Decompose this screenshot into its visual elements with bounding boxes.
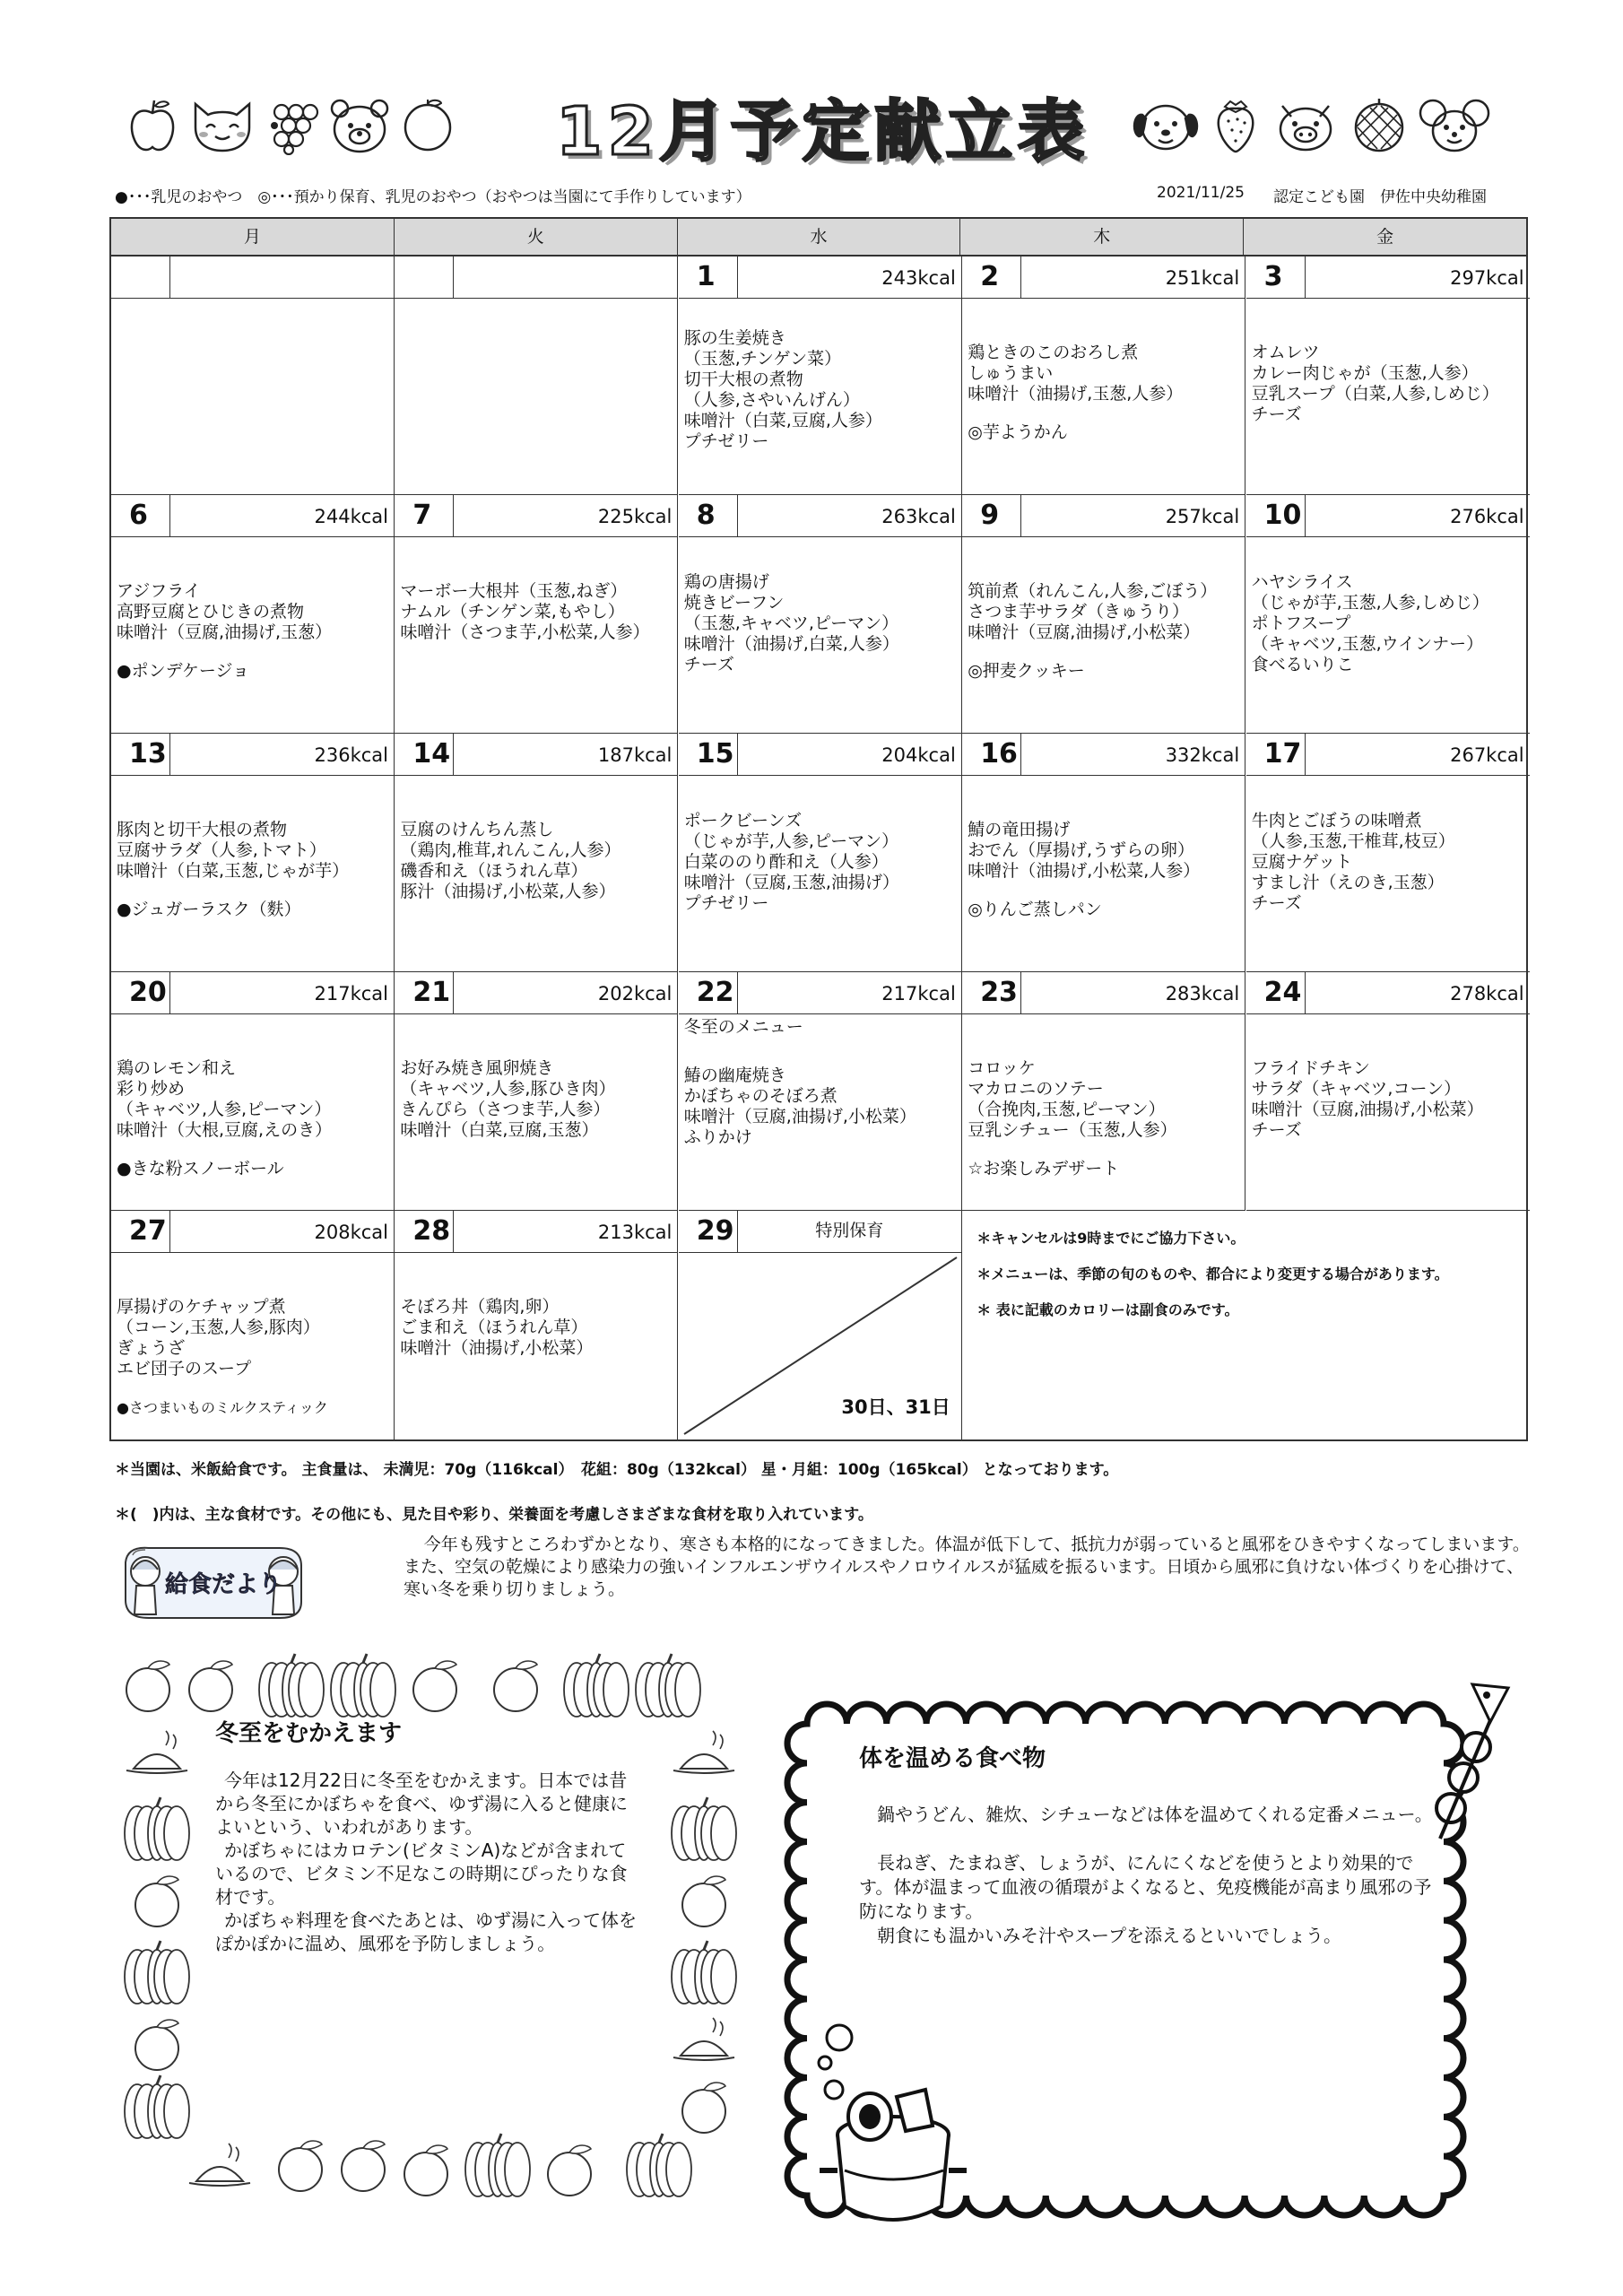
day-header	[395, 734, 677, 776]
day-header	[395, 972, 677, 1014]
menu-list	[1252, 1013, 1526, 1210]
day-header	[111, 972, 394, 1014]
day-header	[679, 1211, 961, 1253]
mikan-icon	[135, 2020, 178, 2070]
menu-item: 彩り炒め	[117, 1079, 186, 1099]
mikan-icon	[494, 1661, 537, 1711]
day-cell	[962, 495, 1245, 734]
day-kcal: 263kcal	[881, 506, 956, 527]
menu-item: 味噌汁（さつま芋,小松菜,人参）	[400, 622, 650, 642]
dog-icon	[1130, 97, 1202, 154]
warm-food-title: 体を温める食べ物	[859, 1745, 1046, 1772]
menu-list	[684, 298, 958, 494]
orange-icon	[400, 98, 456, 153]
menu-item: 味噌汁（大根,豆腐,えのき）	[117, 1120, 333, 1140]
day-cell	[395, 495, 678, 734]
day-header	[679, 257, 961, 299]
snack-item: ●ポンデケージョ	[117, 661, 250, 681]
menu-item: コロッケ	[968, 1058, 1036, 1078]
menu-item: 味噌汁（白菜,玉葱,じゃが芋）	[117, 861, 350, 881]
day-number: 14	[395, 734, 454, 775]
day-kcal: 278kcal	[1450, 983, 1524, 1004]
day-number: 6	[111, 495, 170, 536]
warm-food-paragraph: 鍋やうどん、雑炊、シチューなどは体を温めてくれる定番メニュー。	[877, 1804, 1433, 1825]
day-kcal: 208kcal	[314, 1222, 388, 1243]
menu-item: 味噌汁（豆腐,油揚げ,小松菜）	[968, 622, 1201, 642]
issue-date: 2021/11/25	[1157, 184, 1245, 202]
pumpkin-icon	[564, 1654, 629, 1717]
day-kcal: 267kcal	[1450, 744, 1524, 766]
day-cell	[111, 1211, 395, 1439]
menu-item: すまし汁（えのき,玉葱）	[1251, 873, 1445, 892]
menu-list	[117, 1013, 390, 1210]
menu-item: きんぴら（さつま芋,人参）	[400, 1100, 611, 1119]
yuzu-bath-icon	[189, 2144, 250, 2186]
day-cell	[111, 734, 395, 972]
empty-day-cell	[395, 257, 678, 495]
day-kcal: 217kcal	[314, 983, 388, 1004]
menu-item: 焼きビーフン	[683, 593, 785, 613]
page-title: 12月予定献立表	[556, 93, 1089, 170]
day-kcal: 297kcal	[1450, 267, 1524, 289]
day-kcal: 187kcal	[597, 744, 673, 766]
day-number: 20	[111, 972, 170, 1013]
menu-item: 豚汁（油揚げ,小松菜,人参）	[400, 882, 616, 901]
menu-calendar	[109, 217, 1528, 1441]
mikan-icon	[682, 1876, 725, 1926]
menu-item: マーボー大根丼（玉葱,ねぎ）	[400, 581, 628, 601]
menu-item: 鶏の唐揚げ	[683, 572, 769, 592]
day-kcal: 283kcal	[1165, 983, 1240, 1004]
day-number: 7	[395, 495, 454, 536]
menu-item: （合挽肉,玉葱,ピーマン）	[968, 1100, 1166, 1119]
menu-item: プチゼリー	[683, 431, 769, 451]
menu-item: （じゃが芋,人参,ピーマン）	[683, 831, 899, 851]
menu-item: 豆乳スープ（白菜,人参,しめじ）	[1251, 384, 1499, 404]
menu-list	[400, 1013, 673, 1210]
mikan-icon	[279, 2141, 322, 2191]
warm-food-paragraph: 朝食にも温かいみそ汁やスープを添えるといいでしょう。	[877, 1925, 1341, 1946]
pumpkin-icon	[259, 1654, 324, 1717]
menu-item: チーズ	[1251, 404, 1302, 424]
snack-item: ●ジュガーラスク（麩）	[117, 900, 301, 919]
menu-item: 豆腐のけんちん蒸し	[400, 820, 554, 839]
notice-item: ＊キャンセルは9時までにご協力下さい。	[976, 1230, 1245, 1247]
menu-item: ごま和え（ほうれん草）	[400, 1318, 588, 1337]
menu-item: オムレツ	[1251, 343, 1320, 362]
menu-item: 味噌汁（豆腐,油揚げ,玉葱）	[117, 622, 333, 642]
day-number: 24	[1246, 972, 1306, 1013]
menu-item: プチゼリー	[683, 893, 769, 913]
day-number: 2	[962, 257, 1021, 298]
menu-item: ぎょうざ	[117, 1338, 186, 1358]
weekday-tue: 火	[395, 219, 678, 255]
menu-item: お好み焼き風卵焼き	[400, 1058, 554, 1078]
menu-item: さつま芋サラダ（きゅうり）	[968, 602, 1189, 622]
day-number: 17	[1246, 734, 1306, 775]
menu-item: カレー肉じゃが（玉葱,人参）	[1251, 363, 1479, 383]
mikan-icon	[342, 2141, 385, 2191]
snack-item: ◎押麦クッキー	[968, 661, 1085, 681]
day-kcal: 217kcal	[881, 983, 956, 1004]
closed-days: 30日、31日	[841, 1396, 950, 1418]
day-header	[1246, 495, 1530, 537]
notice-item: ＊メニューは、季節の旬のものや、都合により変更する場合があります。	[976, 1265, 1449, 1283]
day-header	[1246, 972, 1530, 1014]
snack-item: ●きな粉スノーボール	[117, 1159, 284, 1178]
day-header	[962, 257, 1245, 299]
day-cell	[1246, 972, 1530, 1211]
menu-list	[400, 1252, 673, 1439]
day-cell	[962, 734, 1245, 972]
menu-item: しゅうまい	[968, 363, 1054, 383]
day-number: 21	[395, 972, 454, 1013]
day-number: 28	[395, 1211, 454, 1252]
day-kcal: 257kcal	[1165, 506, 1240, 527]
pig-icon	[1270, 97, 1341, 154]
menu-item: 切干大根の煮物	[683, 370, 803, 389]
snack-item: ☆お楽しみデザート	[968, 1159, 1120, 1178]
weekday-mon: 月	[111, 219, 395, 255]
menu-list	[684, 775, 958, 971]
menu-item: フライドチキン	[1251, 1058, 1370, 1078]
menu-item: 鶏ときのこのおろし煮	[968, 343, 1139, 362]
menu-item: チーズ	[1251, 1120, 1302, 1140]
menu-item: 食べるいりこ	[1251, 655, 1354, 674]
menu-list	[684, 536, 958, 733]
menu-item: （人参,玉葱,干椎茸,枝豆）	[1251, 831, 1455, 851]
grapes-icon	[265, 96, 319, 155]
pumpkin-icon	[636, 1654, 700, 1717]
menu-item: （コーン,玉葱,人参,豚肉）	[117, 1318, 320, 1337]
weekday-thu: 木	[960, 219, 1244, 255]
menu-item: （人参,さやいんげん）	[683, 390, 860, 410]
school-name: 認定こども園 伊佐中央幼稚園	[1273, 188, 1487, 206]
empty-day-cell	[111, 257, 395, 495]
menu-item: エビ団子のスープ	[117, 1359, 252, 1378]
pumpkin-icon	[672, 1941, 736, 2004]
day-number: 23	[962, 972, 1021, 1013]
menu-item: 鶏のレモン和え	[117, 1058, 237, 1078]
menu-item: アジフライ	[117, 581, 201, 601]
menu-item: マカロニのソテー	[968, 1079, 1104, 1099]
day-number: 3	[1246, 257, 1306, 298]
menu-item: 味噌汁（油揚げ,白菜,人参）	[683, 634, 899, 654]
menu-item: 豆乳シチュー（玉葱,人参）	[968, 1120, 1177, 1140]
menu-item: （キャベツ,人参,ピーマン）	[117, 1100, 332, 1119]
menu-item: ポークビーンズ	[683, 811, 803, 831]
toji-title: 冬至をむかえます	[215, 1720, 403, 1747]
menu-item: 豆腐サラダ（人参,トマト）	[117, 840, 326, 860]
right-icon-row	[1130, 90, 1492, 161]
footnote-rice: ＊当園は、米飯給食です。 主食量は、 未満児：70g（116kcal） 花組：80g（132kcal） 星・月組：100g（165kcal） となっております。	[115, 1461, 1119, 1479]
day-header	[679, 972, 961, 1014]
day-cell	[962, 257, 1245, 495]
warm-food-body	[859, 1803, 1433, 1948]
menu-list	[1252, 775, 1526, 971]
menu-list	[968, 775, 1241, 971]
day-number: 8	[679, 495, 738, 536]
menu-item: ハヤシライス	[1251, 572, 1353, 592]
mouse-icon	[1417, 97, 1492, 154]
day-cell	[1246, 257, 1530, 495]
menu-list	[1252, 298, 1526, 494]
pumpkin-icon	[125, 1797, 189, 1860]
day-cell	[111, 495, 395, 734]
weekday-fri: 金	[1376, 227, 1394, 247]
day-kcal: 276kcal	[1450, 506, 1524, 527]
day-cell	[395, 734, 678, 972]
menu-list	[968, 1013, 1241, 1210]
day-number: 29	[679, 1211, 738, 1252]
menu-item: 筑前煮（れんこん,人参,ごぼう）	[968, 581, 1218, 601]
yuzu-bath-icon	[673, 2018, 734, 2060]
menu-item: 豚の生姜焼き	[683, 328, 786, 348]
day-header	[1246, 257, 1530, 299]
notice-item: ＊ 表に記載のカロリーは副食のみです。	[976, 1301, 1239, 1318]
day-kcal: 244kcal	[314, 506, 388, 527]
menu-item: 厚揚げのケチャップ煮	[117, 1297, 286, 1317]
menu-item: 味噌汁（油揚げ,小松菜,人参）	[968, 861, 1201, 881]
snack-item: ◎芋ようかん	[968, 422, 1068, 442]
cat-icon	[188, 97, 256, 154]
day-number: 15	[679, 734, 738, 775]
menu-item: （じゃが芋,玉葱,人参,しめじ）	[1251, 593, 1489, 613]
day-kcal: 332kcal	[1165, 744, 1240, 766]
day-header	[679, 495, 961, 537]
menu-item: そぼろ丼（鶏肉,卵）	[400, 1297, 560, 1317]
day-kcal: 243kcal	[881, 267, 956, 289]
day-number: 13	[111, 734, 170, 775]
weekday-wed: 水	[678, 219, 961, 255]
day-note: 冬至のメニュー	[683, 1017, 803, 1037]
menu-list	[684, 1013, 958, 1210]
day-header	[962, 734, 1245, 776]
menu-item: おでん（厚揚げ,うずらの卵）	[968, 840, 1195, 860]
menu-item: 豆腐ナゲット	[1251, 852, 1353, 872]
day-kcal: 225kcal	[597, 506, 673, 527]
day-header	[1246, 734, 1530, 776]
menu-item: （玉葱,チンゲン菜）	[683, 349, 842, 369]
day-cell	[111, 972, 395, 1211]
pumpkin-icon	[465, 2134, 530, 2196]
menu-item: （鶏肉,椎茸,れんこん,人参）	[400, 840, 621, 860]
menu-list	[117, 536, 390, 733]
legend-text: ●･･･乳児のおやつ ◎･･･預かり保育、乳児のおやつ（おやつは当園にて手作りしています）	[115, 188, 751, 206]
menu-item: かぼちゃのそぼろ煮	[683, 1086, 838, 1106]
day-kcal: 236kcal	[314, 744, 388, 766]
day-number: 22	[679, 972, 738, 1013]
day-header	[395, 495, 677, 537]
menu-list	[117, 775, 390, 971]
day-number: 9	[962, 495, 1021, 536]
special-care-label: 特別保育	[815, 1221, 884, 1240]
warm-food-paragraph: 長ねぎ、たまねぎ、しょうが、にんにくなどを使うとより効果的です。体が温まって血液の循環がよくなると、免疫機能が高まり風邪の予防になります。	[859, 1852, 1432, 1922]
bear-icon	[328, 97, 391, 154]
left-icon-row	[126, 90, 456, 161]
menu-list	[117, 1252, 390, 1439]
menu-item: （玉葱,キャベツ,ピーマン）	[683, 613, 899, 633]
day-header	[111, 1211, 394, 1253]
day-cell	[395, 1211, 678, 1439]
toji-paragraph: 今年は12月22日に冬至をむかえます。日本では昔から冬至にかぼちゃを食べ、ゆず湯に入ると健康によいという、いわれがあります。	[215, 1770, 628, 1838]
notice-cell	[962, 1211, 1530, 1439]
menu-item: 鯖の竜田揚げ	[968, 820, 1071, 839]
day-cell	[679, 257, 962, 495]
day-number: 16	[962, 734, 1021, 775]
menu-item: ポトフスープ	[1251, 613, 1351, 633]
menu-item: 高野豆腐とひじきの煮物	[117, 602, 305, 622]
yuzu-bath-icon	[126, 1731, 187, 1773]
mikan-icon	[135, 1876, 178, 1926]
toji-body	[215, 1769, 637, 1955]
mikan-icon	[189, 1661, 232, 1711]
footnote-ingredients: ＊( )内は、主な食材です。その他にも、見た目や彩り、栄養面を考慮しさまざまな食材を取り入れています。	[115, 1506, 873, 1524]
day-kcal: 202kcal	[597, 983, 673, 1004]
apple-icon	[126, 97, 179, 154]
day-cell	[679, 734, 962, 972]
day-cell	[679, 495, 962, 734]
menu-item: チーズ	[683, 655, 734, 674]
menu-item: 味噌汁（豆腐,油揚げ,小松菜）	[1251, 1100, 1484, 1119]
day-number: 10	[1246, 495, 1306, 536]
pumpkin-icon	[125, 2075, 189, 2138]
day-cell	[1246, 734, 1530, 972]
day-cell	[679, 1211, 962, 1439]
day-kcal: 251kcal	[1165, 267, 1240, 289]
menu-item: 磯香和え（ほうれん草）	[400, 861, 588, 881]
day-header	[111, 495, 394, 537]
day-header	[962, 972, 1245, 1014]
menu-list	[400, 536, 673, 733]
menu-item: 味噌汁（油揚げ,玉葱,人参）	[968, 384, 1184, 404]
mikan-icon	[404, 2145, 447, 2196]
dayori-text: 今年も残すところわずかとなり、寒さも本格的になってきました。体温が低下して、抵抗力が弱っていると風邪をひきやすくなってしまいます。また、空気の乾燥により感染力の強いインフルエンザウイルスやノロウイルスが猛威を振るいます。日頃から風邪に負けない体づくりを心掛けて、寒い冬を乗り切りましょう。	[404, 1535, 1530, 1599]
mikan-icon	[413, 1661, 456, 1711]
mikan-icon	[126, 1661, 169, 1711]
day-number: 27	[111, 1211, 170, 1252]
snack-item: ●さつまいものミルクスティック	[117, 1399, 328, 1416]
menu-list	[968, 298, 1241, 494]
day-header	[395, 1211, 677, 1253]
melon-icon	[1350, 97, 1408, 154]
day-header	[962, 495, 1245, 537]
menu-item: 味噌汁（豆腐,玉葱,油揚げ）	[683, 873, 899, 892]
day-cell	[1246, 495, 1530, 734]
pumpkin-icon	[627, 2134, 691, 2196]
menu-list	[968, 536, 1241, 733]
day-header	[679, 734, 961, 776]
menu-item: 味噌汁（油揚げ,小松菜）	[400, 1338, 594, 1358]
pumpkin-icon	[331, 1654, 395, 1717]
menu-list	[400, 775, 673, 971]
menu-item: チーズ	[1251, 893, 1302, 913]
menu-item: 鰆の幽庵焼き	[683, 1065, 786, 1085]
day-header	[111, 734, 394, 776]
day-cell	[395, 972, 678, 1211]
menu-item: ナムル（チンゲン菜,もやし）	[400, 602, 625, 622]
toji-paragraph: かぼちゃ料理を食べたあとは、ゆず湯に入って体をぽかぽかに温め、風邪を予防しましょう。	[215, 1909, 637, 1954]
strawberry-icon	[1211, 96, 1261, 155]
menu-list	[1252, 536, 1526, 733]
toji-paragraph: かぼちゃにはカロテン(ビタミンA)などが含まれているので、ビタミン不足なこの時期にぴったりな食材です。	[215, 1839, 628, 1908]
pumpkin-icon	[125, 1941, 189, 2004]
menu-item: （キャベツ,玉葱,ウインナー）	[1251, 634, 1484, 654]
day-number: 1	[679, 257, 738, 298]
menu-item: ふりかけ	[683, 1127, 752, 1147]
pumpkin-icon	[672, 1797, 736, 1860]
menu-item: 味噌汁（白菜,豆腐,人参）	[683, 411, 882, 430]
menu-item: 味噌汁（白菜,豆腐,玉葱）	[400, 1120, 599, 1140]
weekday-header	[111, 219, 1526, 257]
menu-item: 牛肉とごぼうの味噌煮	[1251, 811, 1422, 831]
day-kcal: 213kcal	[597, 1222, 673, 1243]
menu-item: 豚肉と切干大根の煮物	[117, 820, 288, 839]
dayori-badge-label: 給食だより	[165, 1571, 282, 1598]
menu-item: サラダ（キャベツ,コーン）	[1251, 1079, 1462, 1099]
yuzu-bath-icon	[673, 1731, 734, 1773]
mikan-icon	[548, 2145, 591, 2196]
day-cell	[962, 972, 1245, 1211]
mikan-icon	[682, 2083, 725, 2133]
menu-item: 白菜ののり酢和え（人参）	[683, 852, 889, 872]
menu-item: 味噌汁（豆腐,油揚げ,小松菜）	[683, 1107, 916, 1126]
day-cell	[679, 972, 962, 1211]
snack-item: ◎りんご蒸しパン	[968, 900, 1102, 919]
day-kcal: 204kcal	[881, 744, 956, 766]
menu-item: （キャベツ,人参,豚ひき肉）	[400, 1079, 616, 1099]
dayori-badge	[109, 1539, 317, 1625]
